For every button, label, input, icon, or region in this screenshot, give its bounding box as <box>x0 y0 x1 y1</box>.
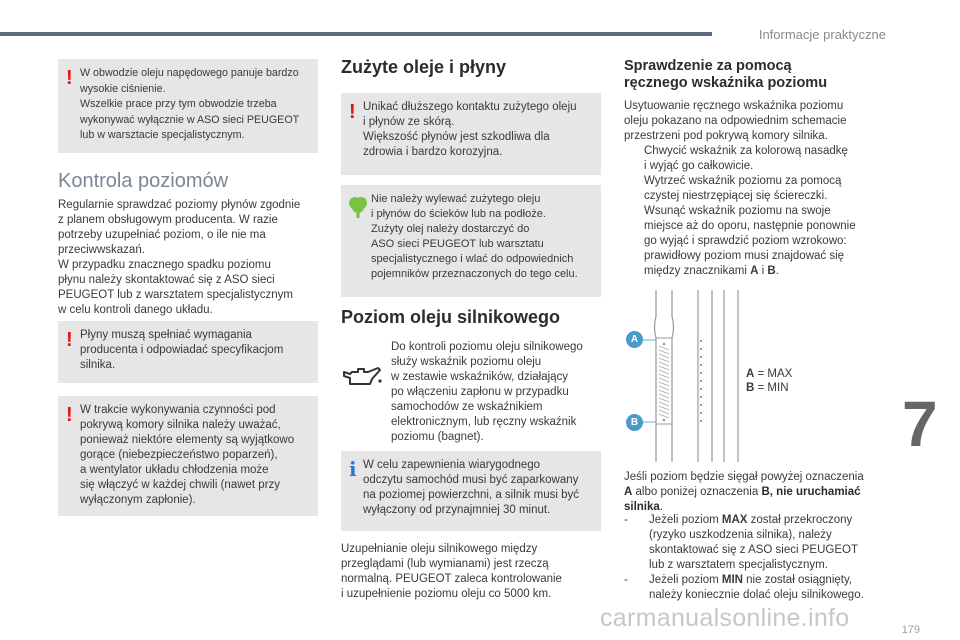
warning-box-pressure <box>58 59 318 153</box>
oil-gauge-text: Do kontroli poziomu oleju silnikowego służy wskaźnik poziomu oleju w zestawie wskaźników, działający po włączeniu zapłonu w przypadku samochodów ze wskaźnikiem elektronicznym, lub ręczny wskaźnik poziomu (bagnet). <box>391 341 583 443</box>
list-item <box>624 144 856 174</box>
step-text: Wytrzeć wskaźnik poziomu za pomocą czystej niestrzępiącej się ściereczki. <box>644 175 842 202</box>
warning-box-fluids <box>58 321 318 383</box>
warning-text: Płyny muszą spełniać wymagania producenta i odpowiadać specyfikacjom silnika. <box>80 329 284 371</box>
warning-text: W trakcie wykonywania czynności pod pokrywą komory silnika należy uważać, ponieważ niektóre elementy są wyjątkowo gorące (niebezpieczeństwo poparzeń), a wentylator układu chłodzenia może się włączyć w każdej chwili (nawet przy wyłączonym zapłonie). <box>80 404 295 506</box>
warning-icon: ! <box>66 329 73 351</box>
heading-zuzyte: Zużyte oleje i płyny <box>341 57 507 77</box>
step-text: Wsunąć wskaźnik poziomu na swoje miejsce aż do oporu, następnie ponownie go wyjąć i sprawdzić poziom wzrokowo: prawidłowy poziom musi znajdować się między znacznikami <box>644 205 856 277</box>
jesli-text: Jeśli poziom będzie sięgał powyżej oznaczenia A albo poniżej oznaczenia B, nie uruchamiać silnika. <box>624 471 864 513</box>
steps-list <box>624 144 856 279</box>
warning-text: Unikać dłuższego kontaktu zużytego oleju i płynów ze skórą. Większość płynów jest szkodliwa dla zdrowia i bardzo korozyjna. <box>363 101 577 158</box>
tree-icon <box>348 195 368 219</box>
info-box <box>341 451 601 531</box>
sprawdzenie-intro: Usytuowanie ręcznego wskaźnika poziomu oleju pokazano na odpowiednim schemacie przestrzeni pod pokrywą komory silnika. <box>624 100 847 142</box>
warning-text: W obwodzie oleju napędowego panuje bardzo wysokie ciśnienie. Wszelkie prace przy tym obwodzie trzeba wykonywać wyłącznie w ASO sieci PEUGEOT lub w warsztacie specjalistycznym. <box>80 67 300 141</box>
marker-b-badge: B <box>626 414 643 431</box>
chapter-number: 7 <box>902 388 938 460</box>
level-consequences <box>624 513 864 603</box>
info-icon: i <box>349 457 357 481</box>
heading-kontrola: Kontrola poziomów <box>58 170 229 192</box>
uzupelnianie-text: Uzupełnianie oleju silnikowego między przeglądami (lub wymianami) jest rzeczą normalną. PEUGEOT zaleca kontrolowanie i uzupełnienie poziomu oleju co 5000 km. <box>341 543 562 600</box>
dash-mark: - <box>624 514 628 526</box>
eco-text: Nie należy wylewać zużytego oleju i płynów do ścieków lub na podłoże. Zużyty olej należy dostarczyć do ASO sieci PEUGEOT lub warsztatu specjalistycznego i wlać do odpowiednich pojemników przeznaczonych do tego celu. <box>371 193 578 280</box>
list-item <box>624 204 856 279</box>
oil-can-icon <box>342 366 382 388</box>
section-title: Informacje praktyczne <box>758 27 886 42</box>
warning-icon: ! <box>349 101 356 123</box>
kontrola-body: Regularnie sprawdzać poziomy płynów zgodnie z planem obsługowym producenta. W razie potrzeby uzupełniać poziom, o ile nie ma przeciwwskazań. W przypadku znacznego spadku poziomu płynu należy skontaktować się z ASO sieci PEUGEOT lub z warsztatem specjalistycznym w celu kontroli danego układu. <box>58 199 301 316</box>
connector: i <box>758 265 768 277</box>
list-item: - Jeżeli poziom MIN nie został osiągnięty, należy koniecznie dolać oleju silnikowego. <box>624 574 864 601</box>
page-number: 179 <box>901 624 920 636</box>
dipstick-illustration <box>620 286 750 466</box>
legend-min: B = MIN <box>746 382 789 394</box>
dipstick-legend <box>746 367 792 395</box>
watermark: carmanualsonline.info <box>600 604 850 632</box>
list-item: - Jeżeli poziom MAX został przekroczony (ryzyko uszkodzenia silnika), należy skontaktować się z ASO sieci PEUGEOT lub z warsztatem specjalistycznym. <box>624 514 858 571</box>
mark-a: A <box>750 265 759 277</box>
eco-box <box>341 185 601 297</box>
heading-sprawdzenie: Sprawdzenie za pomocą ręcznego wskaźnika poziomu <box>624 58 828 91</box>
list-item <box>624 174 856 204</box>
dash-mark: - <box>624 574 628 586</box>
warning-icon: ! <box>66 404 73 426</box>
warning-box-hot <box>58 396 318 516</box>
warning-icon: ! <box>66 67 73 89</box>
period: . <box>775 265 779 277</box>
step-text: Chwycić wskaźnik za kolorową nasadkę i wyjąć go całkowicie. <box>644 145 848 172</box>
legend-max: A = MAX <box>746 368 793 380</box>
mark-b: B <box>767 265 776 277</box>
warning-box-skin <box>341 93 601 175</box>
marker-a-badge: A <box>626 331 643 348</box>
top-rule <box>0 32 712 36</box>
heading-poziom-oleju: Poziom oleju silnikowego <box>341 307 561 327</box>
info-text: W celu zapewnienia wiarygodnego odczytu samochód musi być zaparkowany na poziomej powierzchni, a silnik musi być wyłączony od przynajmniej 30 minut. <box>363 459 580 516</box>
